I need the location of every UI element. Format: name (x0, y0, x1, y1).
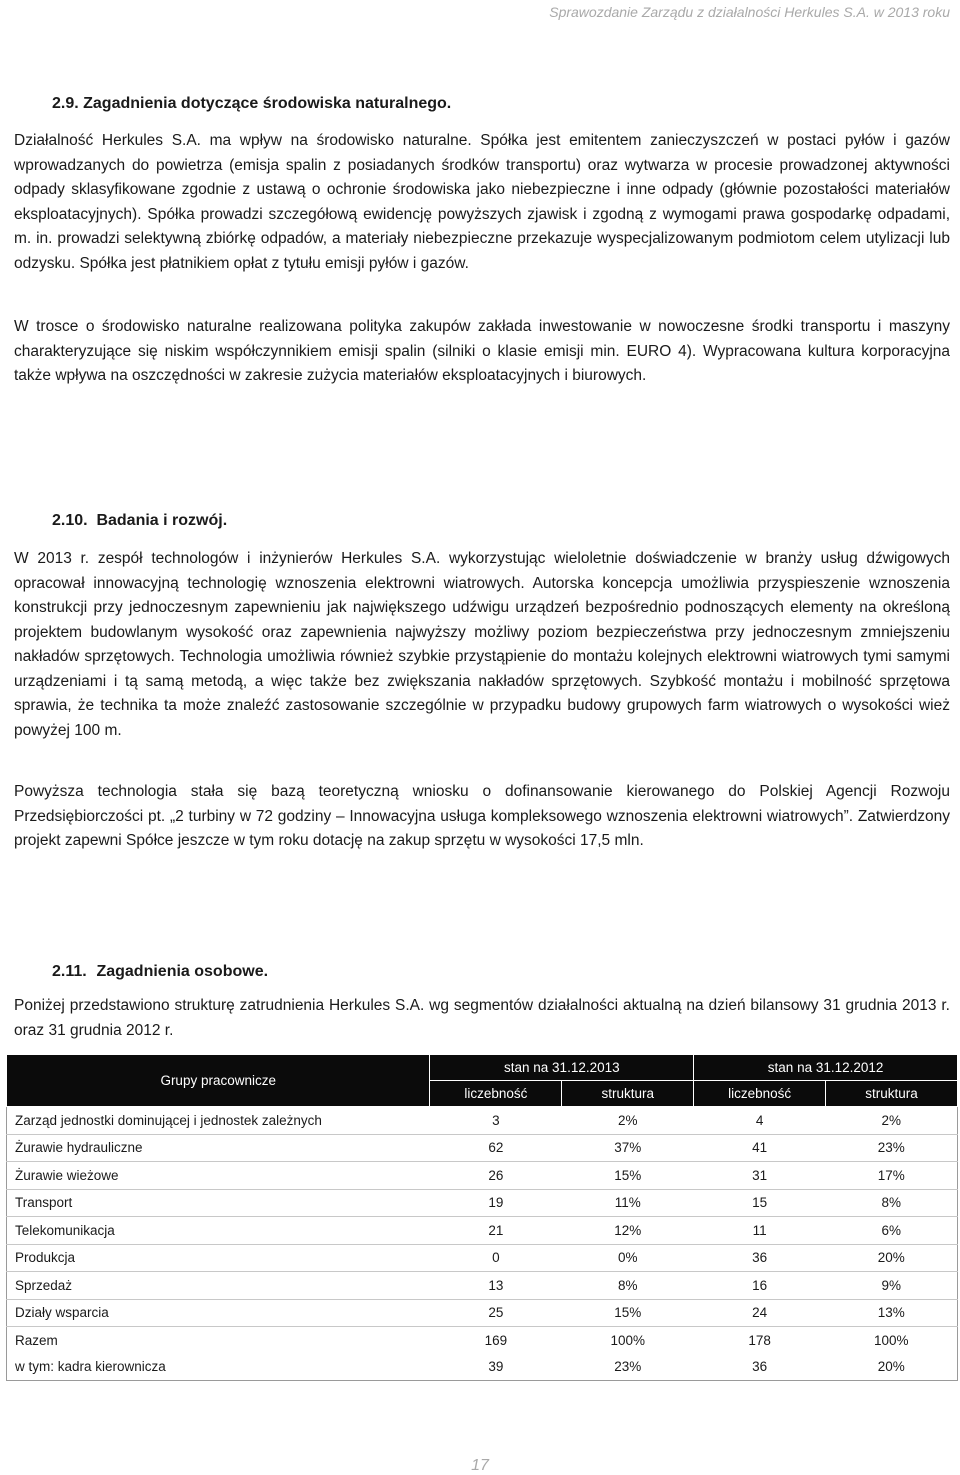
section-2-10-title (52, 512, 227, 530)
table-row (7, 1299, 958, 1327)
header-period-2013: stan na 31.12.2013 (430, 1055, 694, 1081)
count-2013: 25 (430, 1299, 562, 1327)
section-2-9-paragraph-2: W trosce o środowisko naturalne realizowana polityka zakupów zakłada inwestowanie w nowoczesne środki transportu i maszyny charakteryzujące się niskim współczynnikiem emisji spalin (silniki o klasie emisji min. EURO 4). Wypracowana kultura korporacyjna także wpływa na oszczędności w zakresie zużycia materiałów eksploatacyjnych i biurowych. (14, 318, 950, 384)
count-2013: 62 (430, 1134, 562, 1162)
table-row (7, 1217, 958, 1245)
table-row (7, 1107, 958, 1135)
header-count-2013: liczebność (430, 1081, 562, 1107)
row-label: Produkcja (7, 1244, 430, 1272)
row-label: Razem (7, 1327, 430, 1354)
page-number: 17 (471, 1457, 489, 1474)
section-2-10-heading-text: Badania i rozwój. (96, 512, 228, 529)
header-structure-2012: struktura (826, 1081, 958, 1107)
header-period-2012: stan na 31.12.2012 (694, 1055, 958, 1081)
structure-2013: 12% (562, 1217, 694, 1245)
table-row (7, 1244, 958, 1272)
section-2-11-paragraph-1: Poniżej przedstawiono strukturę zatrudnienia Herkules S.A. wg segmentów działalności aktualną na dzień bilansowy 31 grudnia 2013 r. oraz 31 grudnia 2012 r. (14, 997, 950, 1039)
structure-2012: 8% (826, 1189, 958, 1217)
count-2012: 36 (694, 1244, 826, 1272)
running-header: Sprawozdanie Zarządu z działalności Herkules S.A. w 2013 roku (549, 4, 950, 20)
count-2013: 3 (430, 1107, 562, 1135)
structure-2013: 8% (562, 1272, 694, 1300)
count-2012: 31 (694, 1162, 826, 1190)
table-row-total (7, 1327, 958, 1354)
structure-2012: 2% (826, 1107, 958, 1135)
count-2013: 19 (430, 1189, 562, 1217)
structure-2012: 17% (826, 1162, 958, 1190)
section-2-11-title (52, 963, 268, 981)
structure-2013: 37% (562, 1134, 694, 1162)
structure-2012: 20% (877, 1359, 905, 1375)
row-label: Telekomunikacja (7, 1217, 430, 1245)
count-2013: 169 (430, 1327, 562, 1354)
row-label: Zarząd jednostki dominującej i jednostek zależnych (7, 1107, 430, 1135)
employment-structure-table (6, 1054, 958, 1381)
structure-2012: 13% (826, 1299, 958, 1327)
section-2-10-paragraph-2: Powyższa technologia stała się bazą teoretyczną wniosku o dofinansowanie kierowanego do Polskiej Agencji Rozwoju Przedsiębiorczości pt. „2 turbiny w 72 godziny – Innowacyjna usługa kompleksowego wznoszenia elektrowni wiatrowych”. Zatwierdzony projekt zapewni Spółce jeszcze w tym roku dotację na zakup sprzętu w wysokości 17,5 mln. (14, 783, 950, 849)
table-row (7, 1134, 958, 1162)
row-label: w tym: kadra kierownicza (15, 1359, 166, 1375)
section-2-10-number: 2.10. (52, 512, 88, 529)
structure-2012: 20% (826, 1244, 958, 1272)
count-2012: 178 (694, 1327, 826, 1354)
structure-2012: 100% (826, 1327, 958, 1354)
count-2012: 4 (694, 1107, 826, 1135)
structure-2013: 15% (562, 1162, 694, 1190)
structure-2012: 23% (826, 1134, 958, 1162)
section-2-10-paragraph-1: W 2013 r. zespół technologów i inżynierów Herkules S.A. wykorzystując wieloletnie doświadczenie w branży usług dźwigowych opracował innowacyjną technologię wznoszenia elektrowni wiatrowych. Autorska koncepcja umożliwia przyspieszenie wznoszenia konstrukcji przy jednoczesnym zapewnieniu jak największego udźwigu urządzeń bezpośrednio podnoszących elementy na określoną projektem budowlanym wysokość oraz zapewnienia najwyższy możliwy poziom bezpieczeństwa przy jednoczesnym zmniejszeniu nakładów sprzętowych. Technologia umożliwia również szybkie przystąpienie do montażu kolejnych elektrowni wiatrowych tymi samymi urządzeniami i tą samą metodą, a więc także bez zwiększania nakładów sprzętowych. Szybkość montażu i mobilność sprzętowa sprawia, że technika ta może znaleźć zastosowanie szczególnie w przypadku budowy grupowych farm wiatrowych o wysokości wież powyżej 100 m. (14, 550, 950, 739)
table-row (7, 1272, 958, 1300)
table-row (7, 1189, 958, 1217)
structure-2013: 100% (562, 1327, 694, 1354)
section-2-9-paragraph-1: Działalność Herkules S.A. ma wpływ na środowisko naturalne. Spółka jest emitentem zanieczyszczeń w postaci pyłów i gazów wprowadzanych do powietrza (emisja spalin z posiadanych środków transportu) oraz wytwarza w procesie prowadzonej aktywności odpady sklasyfikowane zgodnie z ustawą o ochronie środowiska jako niebezpieczne i inne odpady (głównie pozostałości materiałów eksploatacyjnych). Spółka prowadzi szczegółową ewidencję powyższych zjawisk i zgodną z wymogami prawa gospodarkę odpadami, m. in. prowadzi selektywną zbiórkę odpadów, a materiały niebezpieczne przekazuje wyspecjalizowanym podmiotom celem utylizacji lub odzysku. Spółka jest płatnikiem opłat z tytułu emisji pyłów i gazów. (14, 132, 950, 272)
row-label: Żurawie wieżowe (7, 1162, 430, 1190)
count-2012: 36 (752, 1359, 768, 1375)
structure-2013: 15% (562, 1299, 694, 1327)
structure-2013: 11% (562, 1189, 694, 1217)
section-2-11-heading-text: Zagadnienia osobowe. (96, 963, 269, 980)
structure-2013: 2% (562, 1107, 694, 1135)
structure-2013: 23% (614, 1359, 642, 1375)
count-2013: 0 (430, 1244, 562, 1272)
row-label: Transport (7, 1189, 430, 1217)
row-label: Sprzedaż (7, 1272, 430, 1300)
structure-2012: 9% (826, 1272, 958, 1300)
count-2013: 26 (430, 1162, 562, 1190)
table-row-management (7, 1354, 958, 1381)
count-2012: 15 (694, 1189, 826, 1217)
count-2012: 41 (694, 1134, 826, 1162)
count-2013: 21 (430, 1217, 562, 1245)
structure-2012: 6% (826, 1217, 958, 1245)
header-structure-2013: struktura (562, 1081, 694, 1107)
section-2-11-number: 2.11. (52, 963, 87, 980)
section-2-9-title: 2.9. Zagadnienia dotyczące środowiska naturalnego. (52, 95, 452, 112)
header-groups: Grupy pracownicze (7, 1055, 430, 1107)
count-2012: 24 (694, 1299, 826, 1327)
table-row (7, 1162, 958, 1190)
count-2012: 16 (694, 1272, 826, 1300)
count-2012: 11 (694, 1217, 826, 1245)
header-count-2012: liczebność (694, 1081, 826, 1107)
structure-2013: 0% (562, 1244, 694, 1272)
row-label: Żurawie hydrauliczne (7, 1134, 430, 1162)
count-2013: 39 (488, 1359, 504, 1375)
count-2013: 13 (430, 1272, 562, 1300)
row-label: Działy wsparcia (7, 1299, 430, 1327)
